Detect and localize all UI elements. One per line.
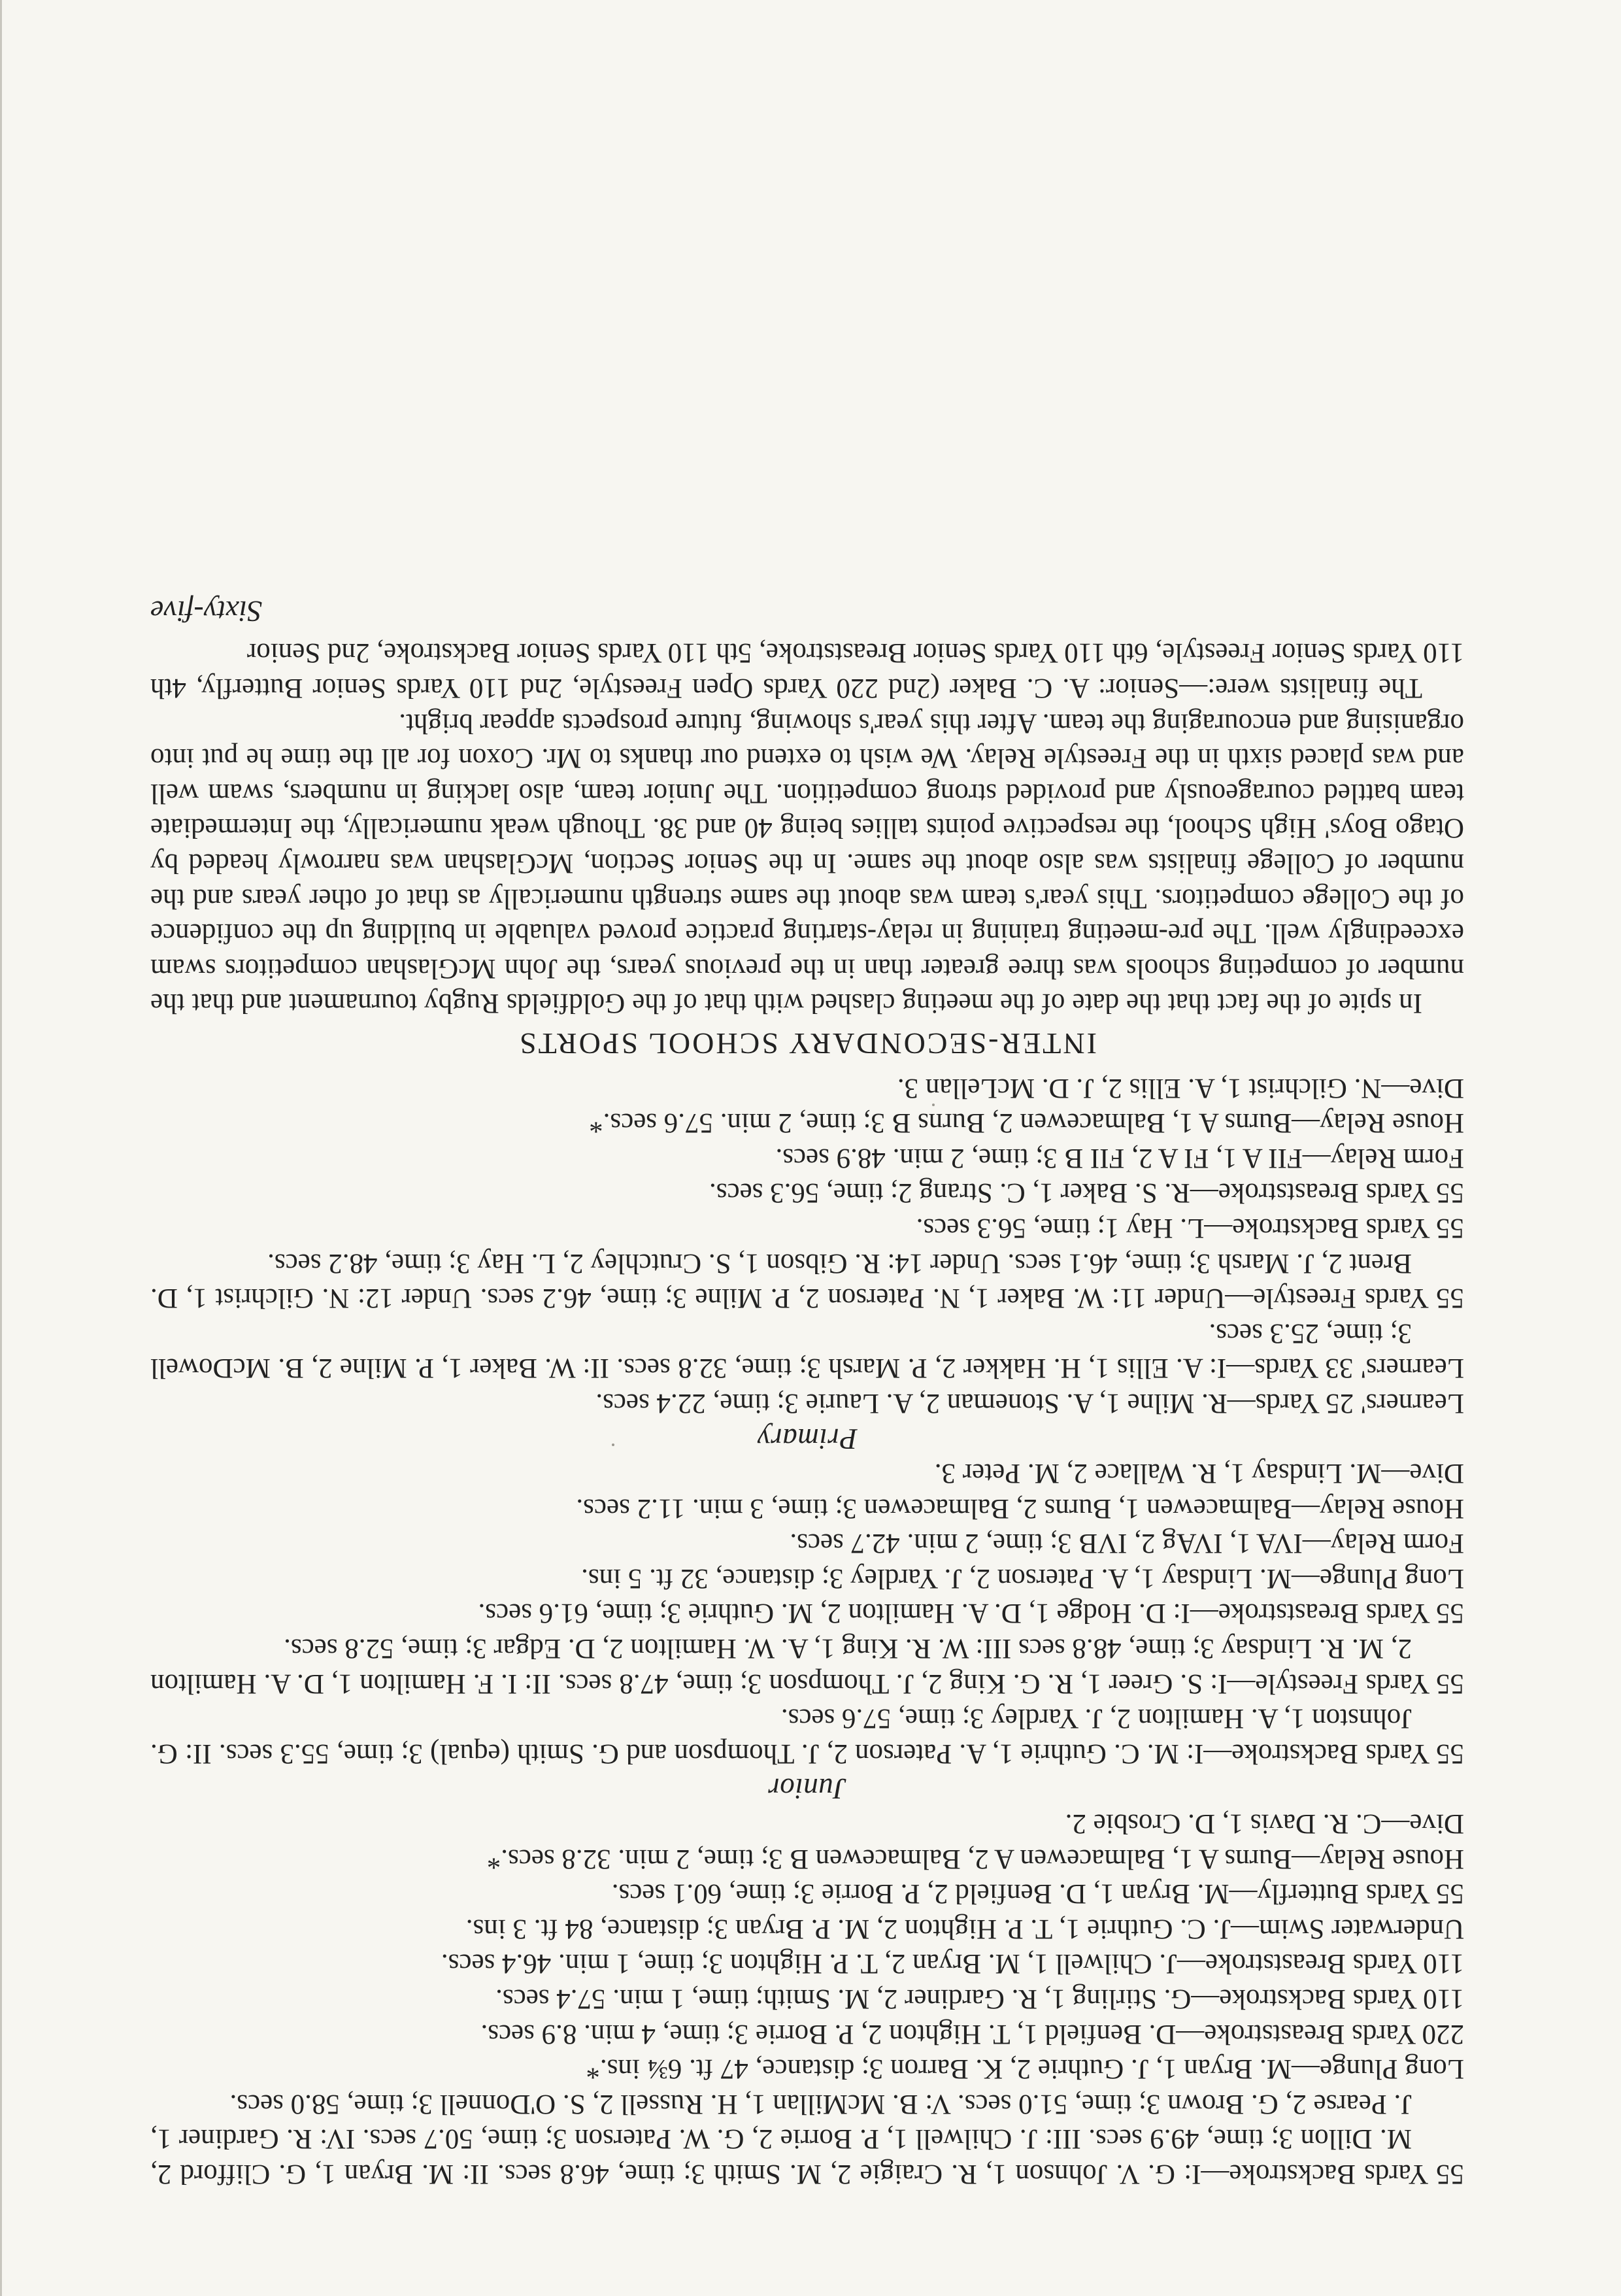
finalists-paragraph: The finalists were:—Senior: A. C. Baker (2nd 220 Yards Open Freestyle, 2nd 110 Yards Senior Butterfly, 4th 110 Yards Senior Freestyle, 6th 110 Yards Senior Breaststroke, 5th 110 Yards Senior Backstroke, 2nd Senior — [150, 637, 1464, 704]
result-entry: 55 Yards Breaststroke—I: D. Hodge 1, D. A. Hamilton 2, M. Guthrie 3; time, 61.6 secs. — [478, 1598, 1464, 1629]
result-entry: Form Relay—IVA 1, IVAg 2, IVB 3; time, 2 min. 42.7 secs. — [790, 1528, 1464, 1559]
document-text — [150, 594, 1464, 2191]
inter-secondary-paragraph: In spite of the fact that the date of the meeting clashed with that of the Goldfields Rugby tournament and that the number of competing schools was three greater than in the previous years, the John McGlashan competitors swam exceedingly well. The pre-meeting training in relay-starting practice proved valuable in building up the confidence of the College competitors. This year's team was about the same strength numerically as that of other years and the number of College finalists was also about the same. In the Senior Section, McGlashan was narrowly headed by Otago Boys' High School, the respective points tallies being 40 and 38. Though weak numerically, the Intermediate team battled courageously and provided strong competition. The Junior team, also lacking in numbers, swam well and was placed sixth in the Freestyle Relay. We wish to extend our thanks to Mr. Coxon for all the time he put into organising and encouraging the team. After this year's showing, future prospects appear bright. — [150, 707, 1464, 1019]
result-entry: 55 Yards Breaststroke—R. S. Baker 1, C. Strang 2; time, 56.3 secs. — [709, 1177, 1464, 1209]
result-entry: Long Plunge—M. Bryan 1, J. Guthrie 2, K. Barron 3; distance, 47 ft. 6¾ ins.* — [586, 2053, 1464, 2085]
result-entry: Long Plunge—M. Lindsay 1, A. Paterson 2, J. Yardley 3; distance, 32 ft. 5 ins. — [581, 1562, 1464, 1594]
result-entry: House Relay—Burns A 1, Balmacewen A 2, Balmacewen B 3; time, 2 min. 32.8 secs.* — [486, 1843, 1464, 1874]
result-entry: Learners' 25 Yards—R. Milne 1, A. Stoneman 2, A. Laurie 3; time, 22.4 secs. — [595, 1387, 1464, 1419]
result-entry: 55 Yards Backstroke—L. Hay 1; time, 56.3 secs. — [916, 1212, 1464, 1243]
result-entry: 55 Yards Freestyle—Under 11: W. Baker 1, N. Paterson 2, P. Milne 3; time, 46.2 secs. Under 12: N. Gilchrist 1, D. Brent 2, J. Marsh 3; time, 46.1 secs. Under 14: R. Gibson 1, S. Crutchley 2, L. Hay 3; time, 48.2 secs. — [150, 1247, 1464, 1314]
result-entry: 110 Yards Breaststroke—J. Chilwell 1, M. Bryan 2, T. P. Highton 3; time, 1 min. 46.4 secs. — [441, 1948, 1464, 1980]
primary-heading: Primary — [757, 1422, 858, 1455]
section-title: INTER-SECONDARY SCHOOL SPORTS — [518, 1027, 1097, 1060]
result-entry: 55 Yards Freestyle—I: S. Greer 1, R. G. King 2, J. Thompson 3; time, 47.8 secs. II: I. F. Hamilton 1, D. A. Hamilton 2, M. R. Lindsay 3; time, 48.8 secs III: W. R. King 1, A. W. Hamilton 2, D. Edgar 3; time, 52.8 secs. — [150, 1633, 1464, 1699]
senior-results — [150, 1806, 1464, 2191]
result-entry: 220 Yards Breaststroke—D. Benfield 1, T. Highton 2, P. Borrie 3; time, 4 min. 8.9 secs. — [480, 2018, 1464, 2050]
result-entry: Dive—N. Gilchrist 1, A. Ellis 2, J. D. McLellan 3. — [897, 1072, 1464, 1104]
result-entry: 55 Yards Backstroke—I: G. V. Johnson 1, R. Craigie 2, M. Smith 3; time, 46.8 secs. II: M. Bryan 1, G. Clifford 2, M. Dillon 3; time, 49.9 secs. III: J. Chilwell 1, P. Borrie 2, G. W. Paterson 3; time, 50.7 secs. IV: R. Gardiner 1, J. Pearse 2, G. Brown 3; time, 51.0 secs. V: B. McMillan 1, H. Russell 2, S. O'Donnell 3; time, 58.0 secs. — [150, 2088, 1464, 2189]
result-entry: Dive—C. R. Davis 1, D. Crosbie 2. — [1065, 1808, 1464, 1840]
page-number: Sixty-five — [150, 594, 263, 628]
junior-heading: Junior — [767, 1772, 847, 1806]
page-edge-shadow — [0, 0, 2, 2296]
result-entry: Underwater Swim—J. C. Guthrie 1, T. P. Highton 2, M. P. Bryan 3; distance, 84 ft. 3 ins. — [465, 1913, 1464, 1944]
result-entry: 55 Yards Backstroke—I: M. C. Guthrie 1, A. Paterson 2, J. Thompson and G. Smith (equal) 3; time, 55.3 secs. II: G. Johnston 1, A. Hamilton 2, J. Yardley 3; time, 57.6 secs. — [150, 1703, 1464, 1769]
junior-results — [150, 1456, 1464, 1771]
result-entry: 55 Yards Butterfly—M. Bryan 1, D. Benfield 2, P. Borrie 3; time, 60.1 secs. — [611, 1878, 1464, 1910]
primary-results — [150, 1070, 1464, 1421]
result-entry: 110 Yards Backstroke—G. Stirling 1, R. Gardiner 2, M. Smith; time, 1 min. 57.4 secs. — [495, 1984, 1464, 2015]
result-entry: Form Relay—FII A 1, FI A 2, FII B 3; time, 2 min. 48.9 secs. — [775, 1142, 1464, 1173]
result-entry: Learners' 33 Yards—I: A. Ellis 1, H. Hakker 2, P. Marsh 3; time, 32.8 secs. II: W. Baker 1, P. Milne 2, B. McDowell 3; time, 25.3 secs. — [150, 1317, 1464, 1384]
result-entry: Dive—M. Lindsay 1, R. Wallace 2, M. Peter 3. — [934, 1458, 1464, 1489]
result-entry: House Relay—Balmacewen 1, Burns 2, Balmacewen 3; time, 3 min. 11.2 secs. — [576, 1493, 1464, 1524]
result-entry: House Relay—Burns A 1, Balmacewen 2, Burns B 3; time, 2 min. 57.6 secs.* — [589, 1107, 1464, 1139]
